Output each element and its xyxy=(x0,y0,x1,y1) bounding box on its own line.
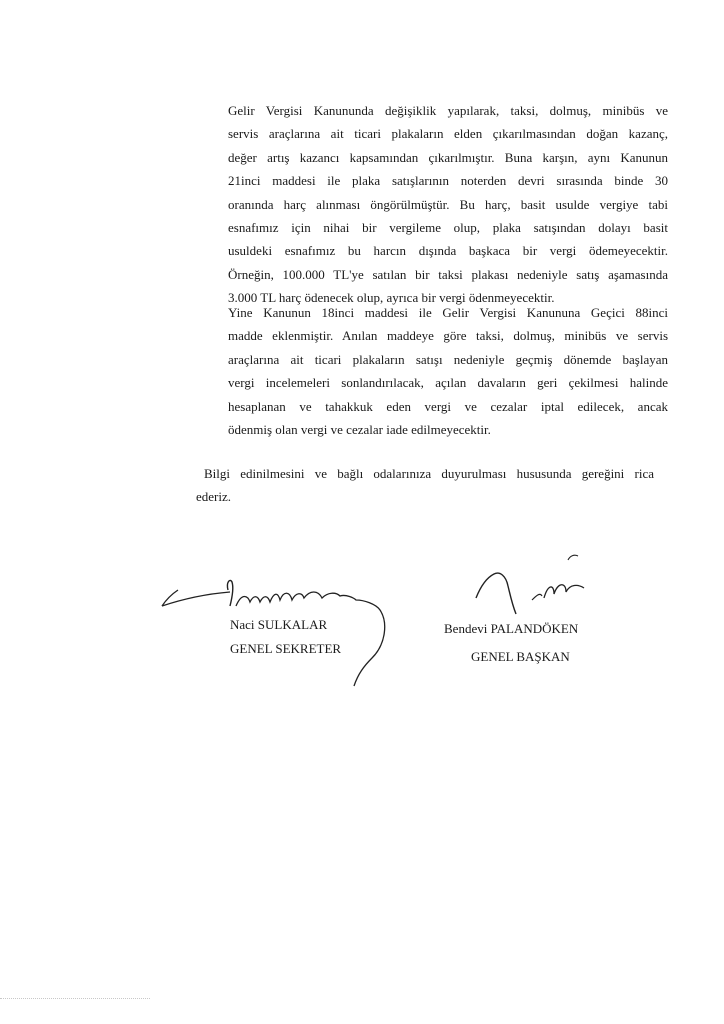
text-line: hesaplanan ve tahakkuk eden vergi ve cezalar iptal edilecek, ancak xyxy=(228,398,668,414)
text-line: ederiz. xyxy=(196,489,232,504)
signatory-1-name: Naci SULKALAR xyxy=(230,617,328,632)
text-line: Örneğin, 100.000 TL'ye satılan bir taksi plakası nedeniyle satış aşamasında xyxy=(228,266,668,282)
text-line: 3.000 TL harç ödenecek olup, ayrıca bir vergi ödenmeyecektir. xyxy=(228,290,555,306)
signatory-1-title: GENEL SEKRETER xyxy=(230,641,342,656)
text-line: Yine Kanunun 18inci maddesi ile Gelir Vergisi Kanununa Geçici 88inci xyxy=(228,305,668,320)
signature-palandoken xyxy=(470,548,610,618)
text-line: değer artış kazancı kapsamından çıkarılmıştır. Buna karşın, aynı Kanunun xyxy=(228,149,668,165)
signatory-2-title: GENEL BAŞKAN xyxy=(471,649,570,664)
text-line: madde eklenmiştir. Anılan maddeye göre taksi, dolmuş, minibüs ve servis xyxy=(228,328,668,344)
text-line: esnafımız için nihai bir vergileme olup, plaka satışından dolayı basit xyxy=(228,220,668,236)
signatory-2-name: Bendevi PALANDÖKEN xyxy=(444,621,579,636)
text-line: Bilgi edinilmesini ve bağlı odalarınıza duyurulması hususunda gereğini rica xyxy=(204,466,654,481)
closing-paragraph xyxy=(196,462,654,508)
text-line: servis araçlarına ait ticari plakaların elden çıkarılmasından doğan kazanç, xyxy=(228,126,668,142)
footer-divider xyxy=(0,998,150,1000)
text-line: Gelir Vergisi Kanununda değişiklik yapılarak, taksi, dolmuş, minibüs ve xyxy=(228,103,668,118)
text-line: ödenmiş olan vergi ve cezalar iade edilmeyecektir. xyxy=(228,422,491,438)
text-line: 21inci maddesi ile plaka satışlarının noterden devri sırasında binde 30 xyxy=(228,173,668,189)
text-line: vergi incelemeleri sonlandırılacak, açılan davaların geri çekilmesi halinde xyxy=(228,375,668,391)
text-line: usuldeki esnafımız bu harcın dışında başkaca bir vergi ödemeyecektir. xyxy=(228,243,668,259)
text-line: araçlarına ait ticari plakaların satışı nedeniyle geçmiş dönemde başlayan xyxy=(228,351,668,367)
body-paragraph-2 xyxy=(228,301,668,441)
text-line: oranında harç alınması öngörülmüştür. Bu harç, basit usulde vergiye tabi xyxy=(228,196,668,212)
body-paragraph-1 xyxy=(228,99,668,310)
